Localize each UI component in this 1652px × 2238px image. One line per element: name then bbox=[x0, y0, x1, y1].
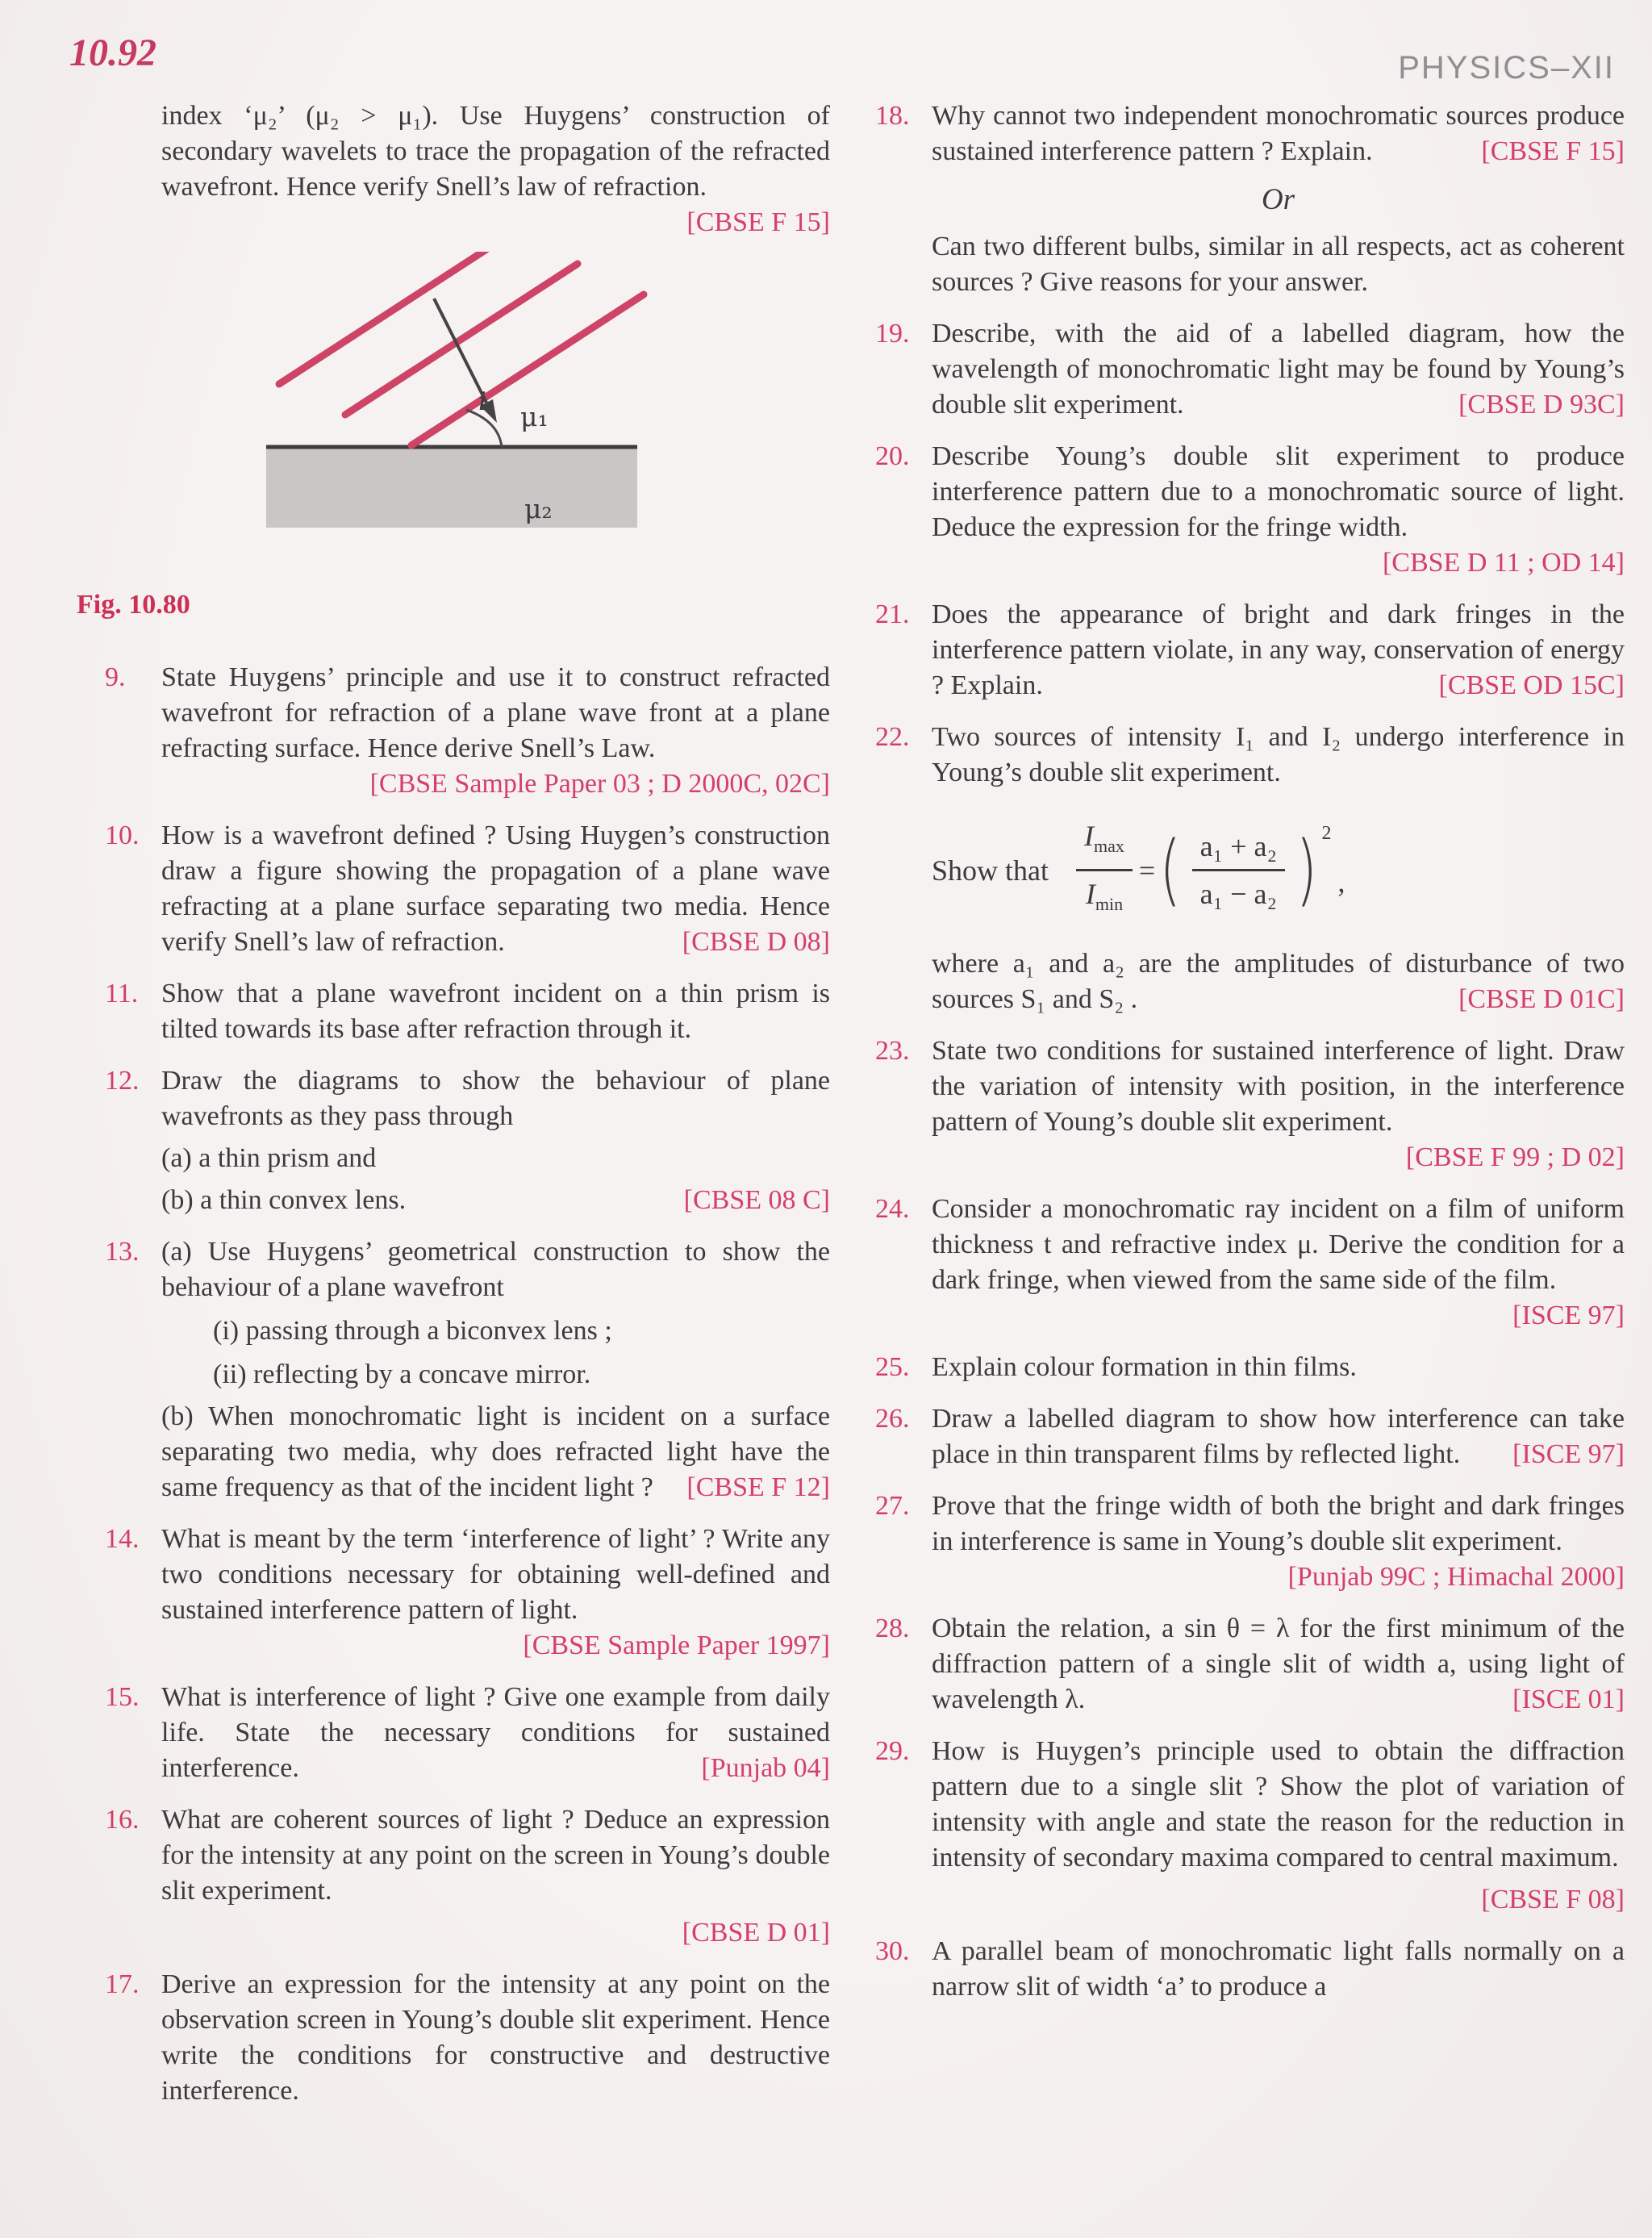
question-number: 11. bbox=[105, 979, 139, 1008]
question-paragraph bbox=[932, 720, 1625, 791]
citation: [CBSE D 01] bbox=[682, 1918, 830, 1948]
citation: [CBSE OD 15C] bbox=[1438, 670, 1625, 700]
question-body bbox=[932, 98, 1625, 300]
question-21 bbox=[875, 597, 1625, 704]
part-text: (a) Use Huygens’ geometrical construction to show the behaviour of a plane wavefront bbox=[161, 1237, 830, 1302]
question-paragraph bbox=[161, 1967, 830, 2109]
question-outro-text: where a₁ and a₂ are the amplitudes of disturbance of two sources S₁ and S₂ . bbox=[932, 949, 1625, 1015]
medium-2-label: μ₂ bbox=[524, 493, 553, 524]
two-column-layout bbox=[73, 98, 1625, 2109]
question-number: 9. bbox=[105, 662, 126, 692]
question-body bbox=[161, 1522, 830, 1664]
citation: [CBSE F 08] bbox=[1481, 1885, 1625, 1915]
question-9 bbox=[105, 660, 830, 802]
question-number: 18. bbox=[875, 101, 910, 131]
question-number: 23. bbox=[875, 1036, 910, 1067]
question-paragraph bbox=[932, 1611, 1625, 1718]
fraction-denominator: a₁ − a₂ bbox=[1199, 878, 1278, 911]
question-paragraph bbox=[932, 1734, 1625, 1876]
question-body bbox=[161, 1680, 830, 1786]
citation: [CBSE D 11 ; OD 14] bbox=[1382, 548, 1625, 578]
question-outro-paragraph bbox=[932, 946, 1625, 1017]
question-15 bbox=[105, 1680, 830, 1786]
question-text: A parallel beam of monochromatic light falls normally on a narrow slit of width ‘a’ to produce a bbox=[932, 1936, 1625, 2002]
intro-paragraph bbox=[161, 98, 830, 240]
fraction-denominator bbox=[1078, 871, 1131, 922]
formula-rhs-fraction bbox=[1192, 829, 1285, 912]
intensity-ratio-formula bbox=[932, 818, 1625, 922]
question-body bbox=[161, 660, 830, 802]
citation: [CBSE Sample Paper 03 ; D 2000C, 02C] bbox=[369, 769, 830, 799]
question-number: 27. bbox=[875, 1491, 910, 1522]
question-paragraph bbox=[932, 1033, 1625, 1175]
citation: [CBSE D 93C] bbox=[1458, 390, 1625, 420]
question-part-a bbox=[161, 1234, 830, 1305]
question-16 bbox=[105, 1802, 830, 1951]
question-19 bbox=[875, 316, 1625, 423]
question-paragraph bbox=[932, 1489, 1625, 1595]
question-14 bbox=[105, 1522, 830, 1664]
question-text: State two conditions for sustained interference of light. Draw the variation of intensity with position, in the interference pattern of Young’s double slit experiment. bbox=[932, 1036, 1625, 1138]
citation: [CBSE D 01C] bbox=[1458, 984, 1625, 1015]
question-number: 22. bbox=[875, 722, 910, 752]
question-paragraph bbox=[161, 660, 830, 802]
question-28 bbox=[875, 1611, 1625, 1718]
question-number: 20. bbox=[875, 441, 910, 471]
fraction-numerator bbox=[1076, 818, 1133, 871]
question-text: Explain colour formation in thin films. bbox=[932, 1352, 1357, 1383]
question-subitem-a bbox=[161, 1141, 830, 1176]
formula-lead: Show that bbox=[932, 854, 1049, 887]
question-24 bbox=[875, 1192, 1625, 1334]
question-18 bbox=[875, 98, 1625, 300]
question-text: Derive an expression for the intensity at any point on the observation screen in Young’s double slit experiment. Hence write the conditions for constructive and destructive interference. bbox=[161, 1969, 830, 2106]
question-paragraph bbox=[161, 1063, 830, 1134]
question-text: Describe Young’s double slit experiment to produce interference pattern due to a monochromatic source of light. Deduce the expression for the fringe width. bbox=[932, 441, 1625, 542]
question-body bbox=[161, 976, 830, 1047]
question-text: Two sources of intensity I₁ and I₂ undergo interference in Young’s double slit experiment. bbox=[932, 722, 1625, 787]
question-number: 26. bbox=[875, 1404, 910, 1434]
angle-i-label: i bbox=[478, 387, 486, 416]
subitem-text: (i) passing through a biconvex lens ; bbox=[213, 1316, 612, 1346]
question-text: Obtain the relation, a sin θ = λ for the first minimum of the diffraction pattern of a single slit of width a, using light of wavelength λ. bbox=[932, 1614, 1625, 1715]
question-number: 28. bbox=[875, 1614, 910, 1644]
question-number: 21. bbox=[875, 599, 910, 629]
question-26 bbox=[875, 1401, 1625, 1472]
fraction-numerator: a₁ + a₂ bbox=[1192, 829, 1285, 871]
question-25 bbox=[875, 1350, 1625, 1385]
question-paragraph bbox=[161, 1802, 830, 1909]
citation: [Punjab 04] bbox=[701, 1753, 830, 1783]
question-12 bbox=[105, 1063, 830, 1218]
citation: [CBSE D 08] bbox=[682, 927, 830, 957]
formula-comma: , bbox=[1337, 865, 1345, 898]
citation: [Punjab 99C ; Himachal 2000] bbox=[1287, 1562, 1625, 1593]
question-text: Show that a plane wavefront incident on a thin prism is tilted towards its base after refraction through it. bbox=[161, 979, 830, 1044]
question-27 bbox=[875, 1489, 1625, 1595]
subscript-min: min bbox=[1095, 894, 1124, 915]
question-number: 25. bbox=[875, 1352, 910, 1383]
question-text: What is interference of light ? Give one example from daily life. State the necessary conditions for sustained interference. bbox=[161, 1682, 830, 1783]
medium-2-region bbox=[266, 447, 637, 528]
question-text: Consider a monochromatic ray incident on a film of uniform thickness t and refractive index μ. Derive the condition for a dark fringe, when viewed from the same side of the film. bbox=[932, 1194, 1625, 1296]
question-number: 10. bbox=[105, 820, 140, 850]
question-body bbox=[161, 1234, 830, 1505]
wavefront-line-1 bbox=[279, 252, 511, 384]
symbol-I: I bbox=[1084, 820, 1095, 852]
left-column bbox=[73, 98, 830, 2109]
question-text: Why cannot two independent monochromatic sources produce sustained interference pattern ? Explain. bbox=[932, 101, 1625, 166]
question-number: 29. bbox=[875, 1736, 910, 1767]
question-number: 19. bbox=[875, 319, 910, 349]
question-paragraph bbox=[932, 597, 1625, 704]
citation: [CBSE Sample Paper 1997] bbox=[523, 1630, 830, 1660]
question-text: What is meant by the term ‘interference of light’ ? Write any two conditions necessary for obtaining well-defined and sustained interference pattern of light. bbox=[161, 1524, 830, 1625]
question-body bbox=[932, 1350, 1625, 1385]
question-body bbox=[932, 597, 1625, 704]
question-17 bbox=[105, 1967, 830, 2109]
refraction-diagram bbox=[121, 252, 686, 574]
question-text: Does the appearance of bright and dark fringes in the interference pattern violate, in any way, conservation of energy ? Explain. bbox=[932, 599, 1625, 700]
figure-caption: Fig. 10.80 bbox=[77, 590, 190, 620]
citation: [CBSE F 15] bbox=[1481, 136, 1625, 166]
right-parenthesis: ) bbox=[1295, 825, 1317, 916]
question-20 bbox=[875, 439, 1625, 581]
citation: [CBSE F 15] bbox=[686, 207, 830, 237]
question-11 bbox=[105, 976, 830, 1047]
question-subitem-i bbox=[213, 1313, 830, 1349]
subscript-max: max bbox=[1094, 836, 1124, 857]
citation: [ISCE 97] bbox=[1512, 1301, 1625, 1331]
question-number: 12. bbox=[105, 1066, 140, 1096]
question-paragraph bbox=[932, 1401, 1625, 1472]
question-body bbox=[932, 439, 1625, 581]
question-alt-paragraph bbox=[932, 229, 1625, 300]
question-paragraph bbox=[932, 1934, 1625, 2005]
question-subitem-ii bbox=[213, 1357, 830, 1392]
question-body bbox=[932, 316, 1625, 423]
question-number: 13. bbox=[105, 1237, 140, 1267]
question-paragraph bbox=[932, 1350, 1625, 1385]
intro-text: index ‘μ₂’ (μ₂ > μ₁). Use Huygens’ construction of secondary wavelets to trace the propagation of the refracted wavefront. Hence verify Snell’s law of refraction. bbox=[161, 101, 830, 202]
question-body bbox=[932, 720, 1625, 1017]
formula-lhs-fraction bbox=[1076, 818, 1133, 922]
question-10 bbox=[105, 818, 830, 960]
question-text: Draw a labelled diagram to show how interference can take place in thin transparent films by reflected light. bbox=[932, 1404, 1625, 1470]
symbol-I: I bbox=[1085, 878, 1095, 911]
question-paragraph bbox=[161, 976, 830, 1047]
subitem-text: (ii) reflecting by a concave mirror. bbox=[213, 1359, 591, 1389]
citation: [ISCE 97] bbox=[1512, 1439, 1625, 1470]
question-number: 24. bbox=[875, 1194, 910, 1225]
question-paragraph bbox=[932, 1192, 1625, 1334]
question-body bbox=[161, 1063, 830, 1218]
citation: [CBSE F 12] bbox=[686, 1472, 830, 1502]
exponent: 2 bbox=[1321, 822, 1332, 844]
subitem-text: (a) a thin prism and bbox=[161, 1143, 377, 1173]
question-paragraph bbox=[161, 1680, 830, 1786]
question-body bbox=[932, 1033, 1625, 1175]
question-number: 15. bbox=[105, 1682, 140, 1712]
question-body bbox=[932, 1401, 1625, 1472]
wavefront-line-2 bbox=[345, 264, 578, 415]
question-body bbox=[932, 1934, 1625, 2005]
question-text: How is a wavefront defined ? Using Huygen’s construction draw a figure showing the propagation of a plane wave refracting at a plane surface separating two media. Hence verify Snell’s law of refraction. bbox=[161, 820, 830, 957]
question-text: Prove that the fringe width of both the bright and dark fringes in interference is same in Young’s double slit experiment. bbox=[932, 1491, 1625, 1557]
question-text: Draw the diagrams to show the behaviour of plane wavefronts as they pass through bbox=[161, 1066, 830, 1131]
question-paragraph bbox=[932, 98, 1625, 169]
question-body bbox=[932, 1611, 1625, 1718]
question-text: Describe, with the aid of a labelled diagram, how the wavelength of monochromatic light may be found by Young’s double slit experiment. bbox=[932, 319, 1625, 420]
question-22 bbox=[875, 720, 1625, 1017]
left-parenthesis: ( bbox=[1159, 825, 1182, 916]
equals-sign: = bbox=[1138, 854, 1156, 887]
part-text: (b) When monochromatic light is incident on a surface separating two media, why does refracted light have the same frequency as that of the incident light ? bbox=[161, 1401, 830, 1502]
page-number: 10.92 bbox=[69, 31, 156, 74]
question-number: 14. bbox=[105, 1524, 140, 1554]
question-part-b bbox=[161, 1399, 830, 1505]
figure-10-80 bbox=[77, 252, 830, 623]
question-23 bbox=[875, 1033, 1625, 1175]
question-number: 17. bbox=[105, 1969, 140, 1999]
question-paragraph bbox=[161, 1522, 830, 1664]
question-alt-text: Can two different bulbs, similar in all respects, act as coherent sources ? Give reasons for your answer. bbox=[932, 232, 1625, 297]
question-subitem-b bbox=[161, 1183, 830, 1218]
medium-1-label: μ₁ bbox=[520, 401, 549, 432]
question-body bbox=[161, 1967, 830, 2109]
question-29 bbox=[875, 1734, 1625, 1918]
question-paragraph bbox=[932, 316, 1625, 423]
citation: [CBSE 08 C] bbox=[683, 1185, 830, 1215]
page-title: PHYSICS–XII bbox=[1398, 50, 1615, 86]
question-paragraph bbox=[161, 818, 830, 960]
question-13 bbox=[105, 1234, 830, 1505]
question-paragraph bbox=[932, 439, 1625, 581]
or-divider: Or bbox=[1261, 183, 1295, 216]
subitem-text: (b) a thin convex lens. bbox=[161, 1185, 407, 1215]
question-30 bbox=[875, 1934, 1625, 2005]
question-text: What are coherent sources of light ? Deduce an expression for the intensity at any point on the screen in Young’s double slit experiment. bbox=[161, 1805, 830, 1906]
question-text: How is Huygen’s principle used to obtain the diffraction pattern due to a single slit ? Show the plot of variation of intensity with angle and state the reason for the reduction in intensity of secondary maxima compared to central maximum. bbox=[932, 1736, 1625, 1873]
question-body bbox=[932, 1734, 1625, 1918]
question-number: 16. bbox=[105, 1805, 140, 1835]
question-number: 30. bbox=[875, 1936, 910, 1967]
question-text: State Huygens’ principle and use it to construct refracted wavefront for refraction of a plane wave front at a plane refracting surface. Hence derive Snell’s Law. bbox=[161, 662, 830, 763]
citation: [ISCE 01] bbox=[1512, 1685, 1625, 1715]
right-column bbox=[867, 98, 1625, 2109]
question-body bbox=[161, 818, 830, 960]
question-body bbox=[932, 1489, 1625, 1595]
question-body bbox=[161, 1802, 830, 1951]
citation: [CBSE F 99 ; D 02] bbox=[1405, 1142, 1625, 1173]
question-body bbox=[932, 1192, 1625, 1334]
